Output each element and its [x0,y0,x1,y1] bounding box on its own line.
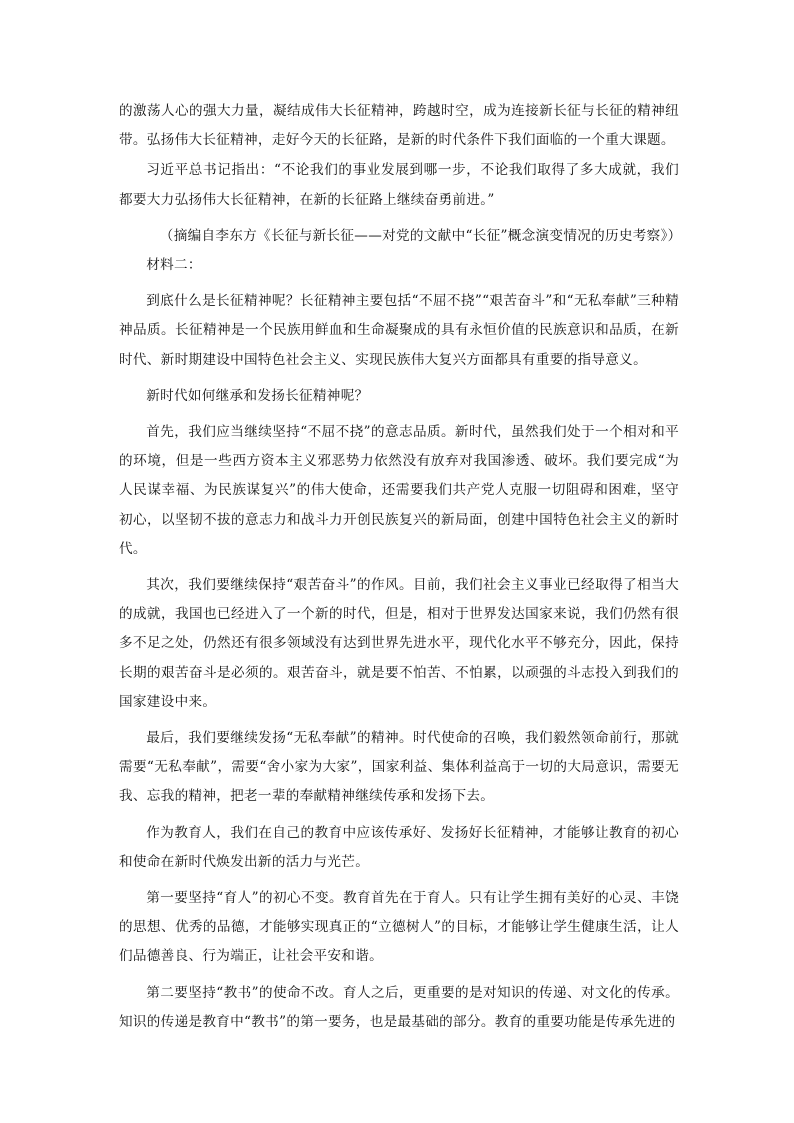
paragraph-4: 新时代如何继承和发扬长征精神呢？ [146,387,369,404]
paragraph-5: 首先，我们应当继续坚持“不屈不挠”的意志品质。新时代，虽然我们处于一个相对和平的环境，但是一些西方资本主义邪恶势力依然没有放弃对我国渗透、破坏。我们要完成“为人民谋幸福、为民族谋复兴”的伟大使命，还需要我们共产党人克服一切阻碍和困难，坚守初心，以坚韧不拔的意志力和战斗力开创民族复兴的新局面，创建中国特色社会主义的新时代。 [119,424,679,557]
paragraph-7: 最后，我们要继续发扬“无私奉献”的精神。时代使命的召唤，我们毅然领命前行，那就需要“无私奉献”，需要“舍小家为大家”，国家利益、集体利益高于一切的大局意识，需要无我、忘我的精神，把老一辈的奉献精神继续传承和发扬下去。 [119,730,679,805]
material-heading: 材料二： [146,257,202,274]
paragraph-9: 第一要坚持“育人”的初心不变。教育首先在于育人。只有让学生拥有美好的心灵、丰饶的思想、优秀的品德，才能够实现真正的“立德树人”的目标，才能够让学生健康生活，让人们品德善良、行为端正，让社会平安和谐。 [119,890,679,965]
paragraph-2: 习近平总书记指出：“不论我们的事业发展到哪一步，不论我们取得了多大成就，我们都要大力弘扬伟大长征精神，在新的长征路上继续奋勇前进。” [119,162,679,208]
document-body [119,97,682,1037]
paragraph-10: 第二要坚持“教书”的使命不改。育人之后，更重要的是对知识的传递、对文化的传承。知识的传递是教育中“教书”的第一要务，也是最基础的部分。教育的重要功能是传承先进的 [119,984,679,1030]
paragraph-3: 到底什么是长征精神呢？长征精神主要包括“不屈不挠”“艰苦奋斗”和“无私奉献”三种精神品质。长征精神是一个民族用鲜血和生命凝聚成的具有永恒价值的民族意识和品质，在新时代、新时期建设中国特色社会主义、实现民族伟大复兴方面都具有重要的指导意义。 [119,293,679,368]
paragraph-8: 作为教育人，我们在自己的教育中应该传承好、发扬好长征精神，才能够让教育的初心和使命在新时代焕发出新的活力与光芒。 [119,824,679,870]
paragraph-6: 其次，我们要继续保持“艰苦奋斗”的作风。目前，我们社会主义事业已经取得了相当大的成就，我国也已经进入了一个新的时代，但是，相对于世界发达国家来说，我们仍然有很多不足之处，仍然还有很多领域没有达到世界先进水平，现代化水平不够充分，因此，保持长期的艰苦奋斗是必须的。艰苦奋斗，就是要不怕苦、不怕累，以顽强的斗志投入到我们的国家建设中来。 [119,577,679,710]
source-citation: （摘编自李东方《长征与新长征——对党的文献中“长征”概念演变情况的历史考察》） [159,227,682,244]
paragraph-1: 的激荡人心的强大力量，凝结成伟大长征精神，跨越时空，成为连接新长征与长征的精神纽带。弘扬伟大长征精神，走好今天的长征路，是新的时代条件下我们面临的一个重大课题。 [119,103,679,149]
